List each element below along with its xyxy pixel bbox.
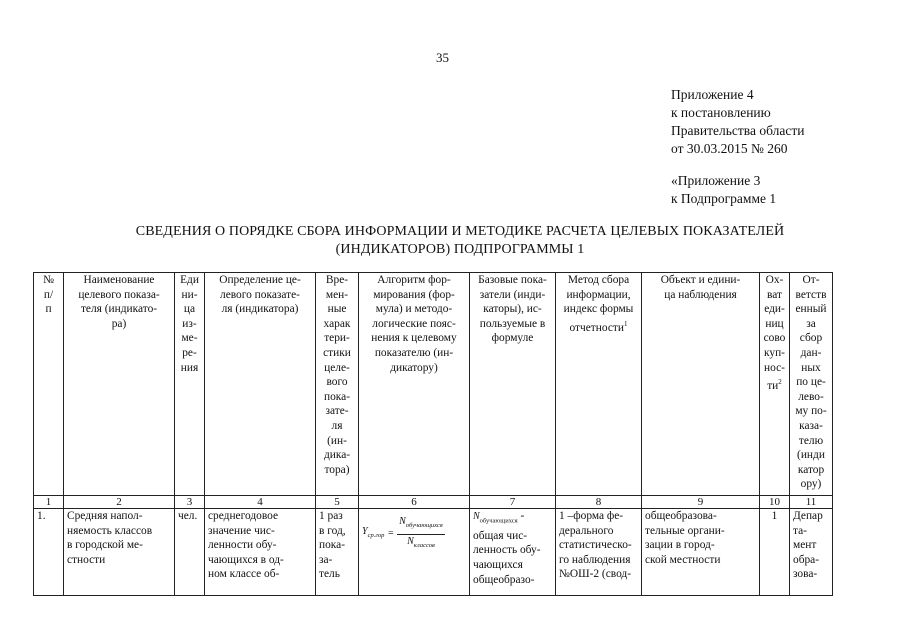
cell-name: Средняя напол- няемость классов в городской ме- стности <box>64 509 175 596</box>
approval-line: Правительства области <box>671 123 805 138</box>
cell-unit: чел. <box>175 509 205 596</box>
column-number: 8 <box>556 496 642 509</box>
cell-base <box>470 509 556 596</box>
cell-number: 1. <box>34 509 64 596</box>
header-cell-coverage: Ох- ват еди- ниц сово куп- нос- $ти^2$ <box>760 273 790 496</box>
cell-object: общеобразова- тельные органи- зации в город- ской местности <box>642 509 760 596</box>
formula-numerator: $N_{обучающихся}$ <box>397 515 445 535</box>
title-line: СВЕДЕНИЯ О ПОРЯДКЕ СБОРА ИНФОРМАЦИИ И МЕТОДИКЕ РАСЧЕТА ЦЕЛЕВЫХ ПОКАЗАТЕЛЕЙ <box>135 224 785 239</box>
approval-line: к постановлению <box>671 105 771 120</box>
base-text: общая чис- ленность обу- чающихся общеобразо- <box>473 529 541 586</box>
header-cell-responsible: От- ветств енный за сбор дан- ных по це- лево- му по- каза- телю (инди катор ору) <box>790 273 833 496</box>
header-cell-base: Базовые пока- затели (инди- каторы), ис- пользуемые в формуле <box>470 273 556 496</box>
header-cell-unit: Еди ни- ца из- ме- ре- ния <box>175 273 205 496</box>
cell-formula <box>359 509 470 596</box>
approval-block <box>671 86 804 208</box>
header-row <box>34 273 833 496</box>
column-number: 1 <box>34 496 64 509</box>
cell-responsible: Депар та- мент обра- зова- <box>790 509 833 596</box>
table-row <box>34 509 833 596</box>
cell-coverage: 1 <box>760 509 790 596</box>
document-title <box>60 223 860 259</box>
header-cell-name: Наименование целевого показа- теля (индикато- ра) <box>64 273 175 496</box>
column-number: 5 <box>316 496 359 509</box>
page-number: 35 <box>436 50 449 65</box>
cell-time: 1 раз в год, пока- за- тель <box>316 509 359 596</box>
column-number: 7 <box>470 496 556 509</box>
cell-definition: среднегодовое значение чис- ленности обу- чающихся в од- ном классе об- <box>205 509 316 596</box>
appendix-line: «Приложение 3 <box>671 173 761 188</box>
footnote-mark: 2 <box>778 378 782 387</box>
formula-denominator: $N_{классов}$ <box>407 535 435 549</box>
formula-lhs: $Y_{ср.гор}$ <box>362 525 385 539</box>
header-cell-method: Метод сбора информации, индекс формы отчетности$^1$ <box>556 273 642 496</box>
column-number: 9 <box>642 496 760 509</box>
header-cell-time: Вре- мен- ные харак тери- стики целе- вого пока- зате- ля (ин- дика- тора) <box>316 273 359 496</box>
column-number: 2 <box>64 496 175 509</box>
column-number: 4 <box>205 496 316 509</box>
title-line: (ИНДИКАТОРОВ) ПОДПРОГРАММЫ 1 <box>335 242 585 257</box>
column-number: 11 <box>790 496 833 509</box>
cell-method: 1 –форма фе- дерального статистическо- го наблюдения №ОШ-2 (свод- <box>556 509 642 596</box>
header-cell-definition: Определение це- левого показате- ля (индикатора) <box>205 273 316 496</box>
formula <box>362 509 466 553</box>
approval-line: Приложение 4 <box>671 87 754 102</box>
header-cell-number: № п/ п <box>34 273 64 496</box>
column-number-row <box>34 496 833 509</box>
column-number: 6 <box>359 496 470 509</box>
approval-line: от 30.03.2015 № 260 <box>671 141 788 156</box>
base-symbol: $N_{обучающихся}$ - <box>473 510 525 525</box>
column-number: 3 <box>175 496 205 509</box>
header-cell-algorithm: Алгоритм фор- мирования (фор- мула) и методо- логические пояс- нения к целевому показателю (ин- дикатору) <box>359 273 470 496</box>
column-number: 10 <box>760 496 790 509</box>
header-cell-object: Объект и едини- ца наблюдения <box>642 273 760 496</box>
appendix-line: к Подпрограмме 1 <box>671 191 777 206</box>
footnote-mark: 1 <box>624 319 628 328</box>
indicators-table <box>33 272 833 596</box>
formula-fraction <box>397 515 445 553</box>
formula-equals: = <box>387 527 395 539</box>
